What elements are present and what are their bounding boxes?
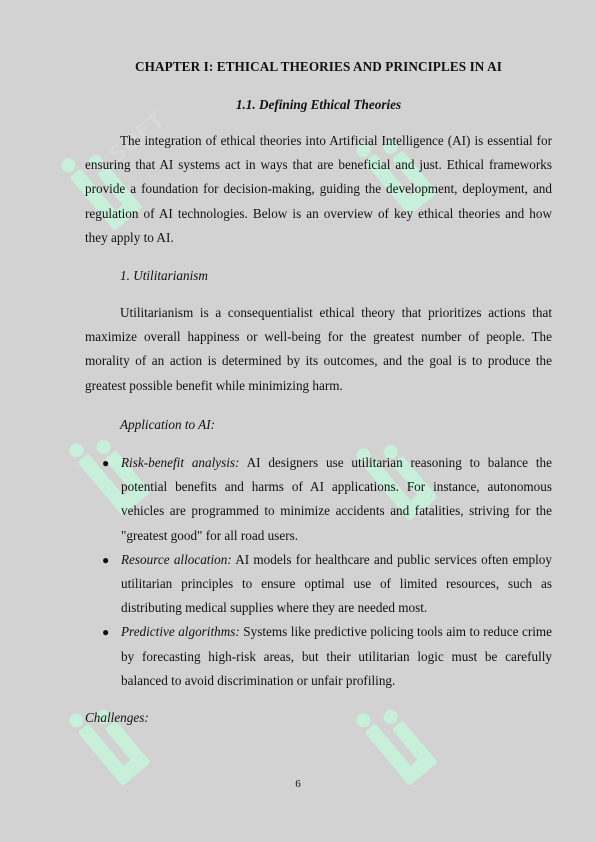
svg-text:SOFT: SOFT	[104, 107, 171, 169]
section-title: 1.1. Defining Ethical Theories	[235, 97, 402, 112]
bullet-icon: ●	[102, 552, 110, 567]
list-item	[85, 451, 552, 548]
application-heading: Application to AI:	[120, 417, 215, 432]
utilitarianism-paragraph: Utilitarianism is a consequentialist ethical theory that prioritizes actions that maximize overall happiness or well-being for the greatest number of people. The morality of an action is determined by its outcomes, and the goal is to produce the greatest possible benefit while minimizing harm.	[85, 305, 552, 393]
chapter-title: CHAPTER I: ETHICAL THEORIES AND PRINCIPLES IN AI	[135, 59, 502, 74]
page-number: 6	[295, 778, 301, 790]
list-item	[85, 548, 552, 621]
challenges-heading: Challenges:	[85, 710, 149, 725]
intro-paragraph: The integration of ethical theories into Artificial Intelligence (AI) is essential for ensuring that AI systems act in ways that are beneficial and just. Ethical frameworks provide a foundation for decision-making, guiding the development, deployment, and regulation of AI technologies. Below is an overview of key ethical theories and how they apply to AI.	[85, 133, 552, 245]
bullet-term: Risk-benefit analysis:	[121, 455, 240, 470]
bullet-term: Resource allocation:	[121, 551, 232, 567]
bullet-icon: ●	[102, 456, 110, 470]
bullet-text: Systems like predictive policing tools aim to reduce crime by forecasting high-risk areas, but their utilitarian logic must be carefully balanced to avoid discrimination or unfair profiling.	[121, 624, 552, 688]
bullet-text: AI models for healthcare and public services often employ utilitarian principles to ensure optimal use of limited resources, such as distributing medical supplies where they are needed most.	[121, 551, 552, 616]
bullet-text: AI designers use utilitarian reasoning to balance the potential benefits and harms of AI applications. For instance, autonomous vehicles are programmed to minimize accidents and fatalities, striving for the "greatest good" for all road users.	[121, 455, 552, 543]
application-bullet-list	[85, 451, 552, 693]
list-item	[85, 620, 552, 693]
subheading-utilitarianism: 1. Utilitarianism	[120, 268, 208, 283]
bullet-icon: ●	[102, 625, 110, 640]
bullet-term: Predictive algorithms:	[121, 624, 240, 640]
